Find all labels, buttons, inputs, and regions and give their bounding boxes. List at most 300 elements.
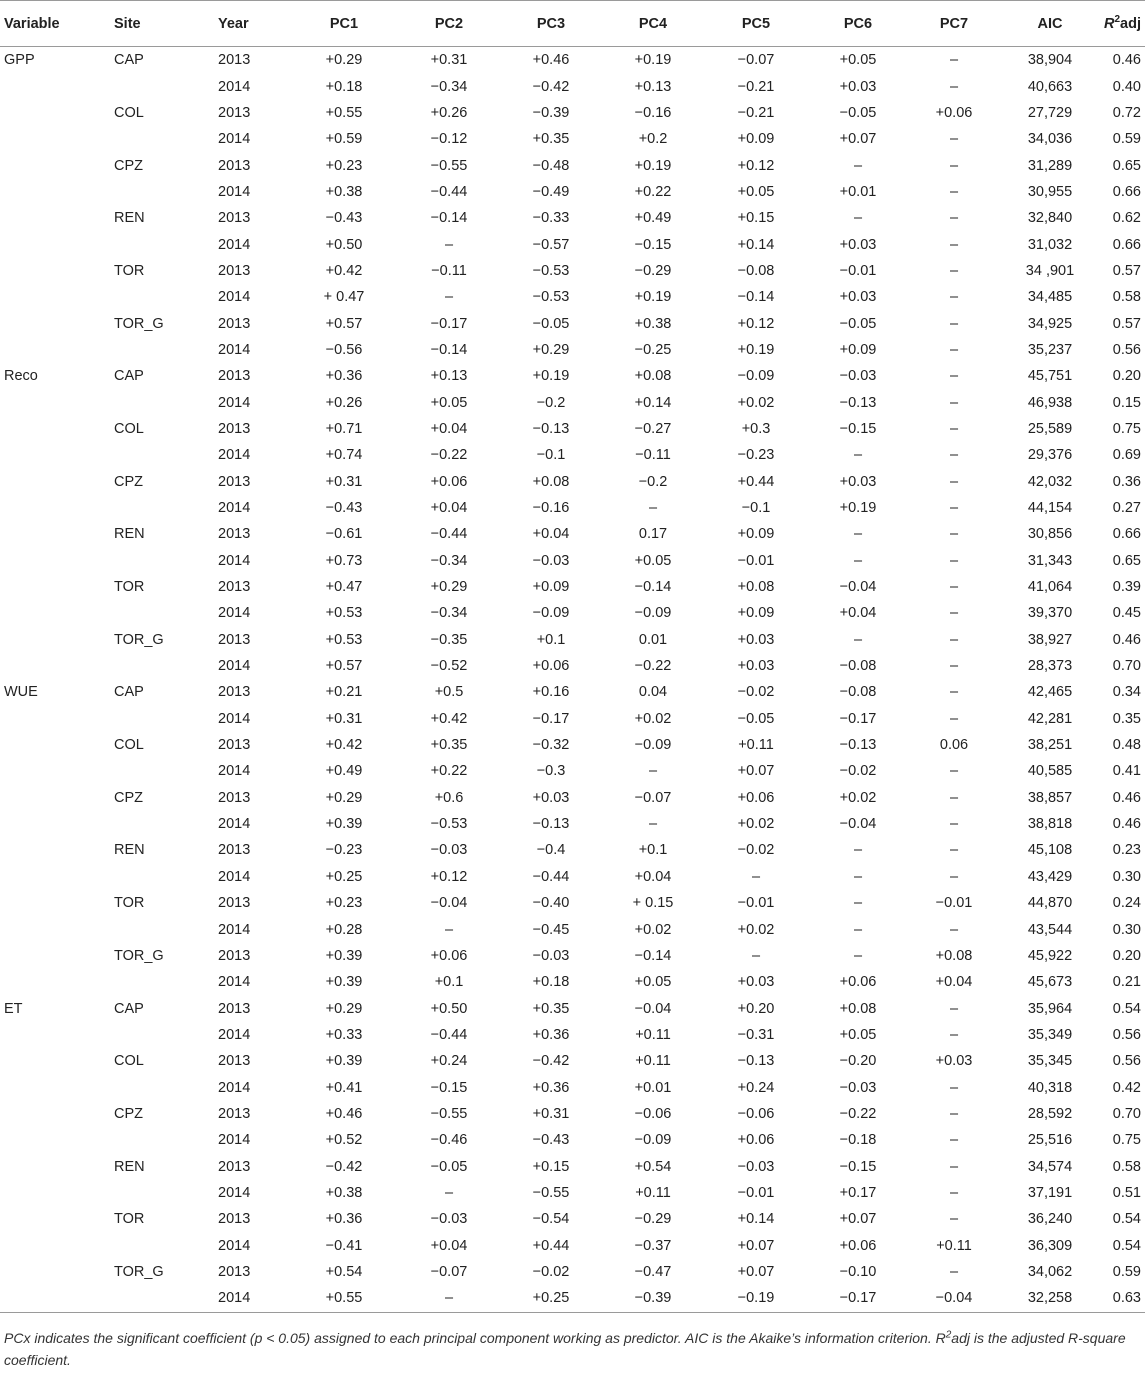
cell-variable	[0, 337, 112, 363]
cell-aic: 32,258	[1000, 1285, 1100, 1312]
cell-variable	[0, 943, 112, 969]
table-row	[0, 179, 1145, 205]
cell-r2adj: 0.75	[1112, 1132, 1141, 1149]
cell-pc6: −0.04	[839, 579, 877, 596]
cell-r2adj: 0.59	[1112, 1263, 1141, 1280]
cell-pc5: −0.09	[737, 368, 775, 385]
cell-site	[112, 284, 216, 310]
cell-pc1: +0.39	[325, 1053, 363, 1070]
cell-variable	[0, 706, 112, 732]
table-row	[0, 627, 1145, 653]
cell-r2adj: 0.56	[1112, 341, 1141, 358]
header-site: Site	[112, 1, 216, 47]
cell-pc2: −0.55	[430, 157, 468, 174]
table-row	[0, 1285, 1145, 1312]
cell-pc7: +0.03	[935, 1053, 973, 1070]
cell-pc3: −0.02	[532, 1263, 570, 1280]
cell-pc7: –	[949, 1105, 959, 1122]
cell-pc7: −0.04	[908, 1285, 1000, 1312]
cell-pc1: +0.18	[325, 78, 363, 95]
cell-r2adj: 0.65	[1112, 157, 1141, 174]
cell-site: TOR	[114, 895, 145, 912]
cell-pc4: −0.16	[634, 104, 672, 121]
cell-pc5: +0.3	[741, 420, 771, 437]
cell-aic: 40,318	[1027, 1079, 1073, 1096]
cell-pc5: −0.01	[737, 1184, 775, 1201]
table-row	[0, 574, 1145, 600]
cell-variable	[0, 1259, 112, 1285]
cell-pc6: −0.10	[839, 1263, 877, 1280]
cell-pc7: –	[949, 420, 959, 437]
cell-pc7: +0.06	[935, 104, 973, 121]
table-row	[0, 205, 1145, 231]
cell-pc3: −0.45	[532, 921, 570, 938]
cell-r2adj: 0.46	[1112, 789, 1141, 806]
cell-pc1: +0.50	[325, 236, 363, 253]
cell-pc1: +0.57	[325, 658, 363, 675]
cell-variable	[0, 864, 112, 890]
cell-aic: 38,818	[1027, 816, 1073, 833]
table-row	[0, 258, 1145, 284]
cell-pc2: +0.04	[430, 420, 468, 437]
cell-variable	[0, 969, 112, 995]
cell-pc3: +0.36	[532, 1026, 570, 1043]
cell-r2adj: 0.46	[1112, 631, 1141, 648]
header-pc1: PC1	[290, 1, 398, 47]
table-row	[0, 495, 1145, 521]
cell-aic: 30,955	[1027, 183, 1073, 200]
cell-year: 2013	[218, 157, 251, 174]
cell-aic: 28,592	[1027, 1105, 1073, 1122]
cell-r2adj: 0.66	[1112, 236, 1141, 253]
header-pc4: PC4	[602, 1, 704, 47]
cell-pc3: +0.44	[532, 1237, 570, 1254]
cell-pc1: +0.29	[325, 1000, 363, 1017]
cell-pc5: +0.14	[737, 236, 775, 253]
cell-variable	[0, 574, 112, 600]
cell-variable	[0, 258, 112, 284]
cell-pc5: −0.01	[737, 895, 775, 912]
cell-pc7: –	[949, 183, 959, 200]
cell-pc6: +0.05	[839, 1026, 877, 1043]
cell-pc4: 0.01	[638, 631, 668, 648]
cell-pc2: −0.14	[430, 341, 468, 358]
cell-pc2: −0.34	[430, 552, 468, 569]
cell-aic: 42,465	[1027, 684, 1073, 701]
cell-site	[112, 864, 216, 890]
cell-pc4: −0.04	[634, 1000, 672, 1017]
cell-pc2: +0.04	[430, 500, 468, 517]
cell-pc6: –	[853, 447, 863, 464]
cell-aic: 34,062	[1027, 1263, 1073, 1280]
cell-variable	[0, 152, 112, 178]
cell-pc3: −0.1	[536, 447, 566, 464]
table-row	[0, 864, 1145, 890]
cell-r2adj: 0.48	[1112, 737, 1141, 754]
cell-aic: 32,840	[1027, 210, 1073, 227]
table-row	[0, 600, 1145, 626]
cell-pc4: −0.09	[634, 605, 672, 622]
table-row	[0, 1074, 1145, 1100]
table-row	[0, 706, 1145, 732]
table-row	[0, 916, 1145, 942]
cell-pc1: +0.29	[325, 52, 363, 69]
cell-aic: 25,589	[1027, 420, 1073, 437]
cell-pc2: +0.22	[430, 763, 468, 780]
cell-variable	[0, 1206, 112, 1232]
cell-pc3: +0.1	[536, 631, 566, 648]
cell-pc4: +0.1	[638, 842, 668, 859]
cell-aic: 35,349	[1027, 1026, 1073, 1043]
cell-variable	[0, 1048, 112, 1074]
footnote-text-2: adj is the adjusted R-square coefficient.	[4, 1329, 1126, 1368]
cell-site: TOR_G	[114, 1263, 164, 1280]
cell-pc2: −0.22	[430, 447, 468, 464]
cell-pc5: +0.11	[738, 737, 774, 754]
table-row	[0, 995, 1145, 1021]
cell-r2adj: 0.70	[1112, 658, 1141, 675]
cell-pc4: +0.49	[634, 210, 672, 227]
table-row	[0, 1127, 1145, 1153]
cell-pc6: +0.17	[839, 1184, 877, 1201]
cell-pc6: +0.03	[839, 236, 877, 253]
cell-pc4: −0.07	[634, 789, 672, 806]
cell-site: COL	[114, 1053, 144, 1070]
cell-pc5: +0.09	[737, 131, 775, 148]
cell-year: 2013	[218, 789, 251, 806]
cell-pc1: + 0.47	[323, 289, 365, 306]
cell-aic: 27,729	[1027, 104, 1073, 121]
cell-pc7: –	[949, 605, 959, 622]
cell-pc4: +0.02	[634, 921, 672, 938]
table-row	[0, 337, 1145, 363]
cell-site	[112, 73, 216, 99]
cell-pc3: +0.03	[532, 789, 570, 806]
cell-year: 2013	[218, 104, 251, 121]
cell-aic: 42,281	[1027, 710, 1073, 727]
cell-pc7: –	[949, 447, 959, 464]
cell-site	[112, 653, 216, 679]
cell-pc7: –	[949, 1079, 959, 1096]
cell-pc5: +0.06	[737, 789, 775, 806]
cell-variable	[0, 1153, 112, 1179]
cell-pc5: +0.15	[737, 210, 775, 227]
cell-pc6: −0.05	[839, 104, 877, 121]
cell-pc5: −0.02	[737, 684, 775, 701]
cell-pc6: +0.06	[839, 974, 877, 991]
cell-pc2: −0.34	[430, 78, 468, 95]
cell-pc2: −0.44	[430, 526, 468, 543]
cell-site	[112, 1074, 216, 1100]
cell-aic: 44,154	[1027, 500, 1073, 517]
cell-pc7: –	[949, 1158, 959, 1175]
table-row	[0, 469, 1145, 495]
cell-pc3: +0.36	[532, 1079, 570, 1096]
cell-pc7: –	[949, 868, 959, 885]
cell-pc4: +0.11	[635, 1053, 671, 1070]
cell-pc7: –	[949, 1263, 959, 1280]
table-footnote	[0, 1327, 1145, 1371]
cell-aic: 41,064	[1027, 579, 1073, 596]
table-row	[0, 73, 1145, 99]
cell-site: TOR	[114, 262, 145, 279]
cell-r2adj: 0.27	[1112, 500, 1141, 517]
cell-pc3: −0.16	[532, 500, 570, 517]
cell-pc4: 0.04	[638, 684, 668, 701]
cell-site	[112, 1127, 216, 1153]
cell-pc6: −0.01	[839, 262, 877, 279]
cell-aic: 37,191	[1027, 1184, 1073, 1201]
cell-pc6: +0.07	[839, 131, 877, 148]
cell-pc7: –	[949, 1026, 959, 1043]
cell-site	[112, 548, 216, 574]
cell-pc7: –	[949, 78, 959, 95]
cell-pc1: +0.41	[325, 1079, 363, 1096]
header-row	[0, 1, 1145, 47]
cell-pc3: −0.48	[532, 157, 570, 174]
cell-pc2: +0.12	[430, 868, 468, 885]
cell-site	[112, 1232, 216, 1258]
cell-pc1: −0.43	[325, 500, 363, 517]
cell-aic: 43,429	[1027, 868, 1073, 885]
cell-pc4: −0.14	[634, 579, 672, 596]
cell-variable: Reco	[4, 368, 38, 385]
cell-pc1: +0.42	[325, 262, 363, 279]
cell-pc5: −0.21	[737, 104, 775, 121]
header-pc7: PC7	[908, 1, 1000, 47]
cell-pc1: +0.74	[325, 447, 363, 464]
cell-aic: 44,870	[1027, 895, 1073, 912]
table-row	[0, 548, 1145, 574]
cell-site: CAP	[114, 1000, 144, 1017]
cell-year: 2014	[218, 1184, 251, 1201]
cell-pc7: –	[949, 921, 959, 938]
table-body	[0, 47, 1145, 1313]
cell-variable	[0, 1127, 112, 1153]
cell-pc4: –	[648, 763, 658, 780]
cell-aic: 34,485	[1027, 289, 1073, 306]
cell-pc3: −0.49	[532, 183, 570, 200]
cell-site: REN	[114, 210, 145, 227]
cell-pc1: +0.23	[325, 895, 363, 912]
cell-pc7: –	[949, 763, 959, 780]
table-row	[0, 785, 1145, 811]
cell-pc4: +0.19	[634, 289, 672, 306]
cell-site: TOR_G	[114, 947, 164, 964]
cell-pc2: +0.35	[430, 737, 468, 754]
cell-pc1: −0.43	[325, 210, 363, 227]
cell-variable	[0, 548, 112, 574]
cell-pc2: −0.44	[430, 183, 468, 200]
cell-year: 2014	[218, 1079, 251, 1096]
cell-r2adj: 0.66	[1112, 183, 1141, 200]
cell-r2adj: 0.69	[1112, 447, 1141, 464]
cell-pc7: –	[949, 526, 959, 543]
cell-variable	[0, 179, 112, 205]
cell-pc1: +0.31	[325, 473, 363, 490]
cell-pc3: −0.33	[532, 210, 570, 227]
cell-site	[112, 495, 216, 521]
cell-site: TOR	[114, 579, 145, 596]
cell-pc4: +0.13	[634, 78, 672, 95]
cell-pc6: –	[853, 947, 863, 964]
cell-pc6: −0.17	[839, 710, 877, 727]
cell-pc4: –	[648, 500, 658, 517]
cell-r2adj: 0.24	[1112, 895, 1141, 912]
cell-year: 2013	[218, 262, 251, 279]
cell-pc6: –	[853, 921, 863, 938]
cell-site: REN	[114, 526, 145, 543]
cell-r2adj: 0.65	[1112, 552, 1141, 569]
table-row	[0, 152, 1145, 178]
cell-pc6: −0.04	[839, 816, 877, 833]
header-r2adj	[1100, 1, 1145, 47]
table-row	[0, 679, 1145, 705]
cell-site: COL	[114, 420, 144, 437]
cell-pc1: +0.21	[325, 684, 363, 701]
cell-pc1: +0.46	[325, 1105, 363, 1122]
cell-variable	[0, 1101, 112, 1127]
cell-pc3: −0.44	[532, 868, 570, 885]
table-row	[0, 1022, 1145, 1048]
cell-site: TOR	[114, 1211, 145, 1228]
cell-r2adj: 0.70	[1112, 1105, 1141, 1122]
cell-pc2: −0.53	[430, 816, 468, 833]
cell-r2adj: 0.30	[1112, 921, 1141, 938]
cell-pc3: +0.35	[532, 131, 570, 148]
cell-pc1: −0.56	[325, 341, 363, 358]
cell-r2adj: 0.39	[1112, 579, 1141, 596]
cell-site: COL	[114, 737, 144, 754]
cell-pc2: +0.24	[430, 1053, 468, 1070]
cell-pc1: +0.53	[325, 631, 363, 648]
cell-aic: 46,938	[1027, 394, 1073, 411]
cell-pc4: −0.09	[634, 1132, 672, 1149]
table-row	[0, 1048, 1145, 1074]
cell-variable	[0, 1180, 112, 1206]
cell-r2adj: 0.40	[1112, 78, 1141, 95]
cell-pc7: –	[949, 816, 959, 833]
cell-r2adj: 0.51	[1112, 1184, 1141, 1201]
cell-r2adj: 0.46	[1112, 816, 1141, 833]
cell-pc6: −0.08	[839, 658, 877, 675]
cell-aic: 35,237	[1027, 341, 1073, 358]
cell-pc3: +0.16	[532, 684, 570, 701]
cell-year: 2013	[218, 842, 251, 859]
cell-pc3: +0.18	[532, 974, 570, 991]
cell-pc2: +0.06	[430, 947, 468, 964]
cell-pc6: −0.22	[839, 1105, 877, 1122]
cell-pc7: –	[949, 1132, 959, 1149]
cell-r2adj: 0.35	[1112, 710, 1141, 727]
cell-variable	[0, 231, 112, 257]
cell-pc5: −0.08	[737, 262, 775, 279]
cell-pc4: +0.38	[634, 315, 672, 332]
cell-pc7: –	[949, 315, 959, 332]
cell-year: 2014	[218, 78, 251, 95]
cell-pc3: −0.42	[532, 1053, 570, 1070]
header-pc6: PC6	[808, 1, 908, 47]
cell-pc4: −0.29	[634, 1211, 672, 1228]
table-row	[0, 943, 1145, 969]
cell-pc3: −0.42	[532, 78, 570, 95]
cell-year: 2014	[218, 1026, 251, 1043]
header-pc5: PC5	[704, 1, 808, 47]
cell-pc5: +0.12	[737, 157, 775, 174]
cell-pc2: −0.52	[430, 658, 468, 675]
cell-variable	[0, 890, 112, 916]
cell-pc4: −0.39	[602, 1285, 704, 1312]
cell-pc3: −0.43	[532, 1132, 570, 1149]
footnote-text-1: PCx indicates the significant coefficient (p < 0.05) assigned to each principal component working as predictor. AIC is the Akaike’s information criterion. R	[4, 1329, 946, 1346]
cell-pc3: −0.2	[536, 394, 566, 411]
cell-pc3: −0.3	[536, 763, 566, 780]
cell-site: CPZ	[114, 473, 143, 490]
cell-pc3: −0.13	[532, 816, 570, 833]
cell-r2adj: 0.56	[1112, 1026, 1141, 1043]
cell-year: 2014	[218, 605, 251, 622]
cell-pc5: +0.08	[737, 579, 775, 596]
cell-pc6: +0.03	[839, 78, 877, 95]
cell-pc2: –	[444, 289, 454, 306]
cell-site	[112, 1022, 216, 1048]
cell-pc5: –	[751, 868, 761, 885]
cell-r2adj: 0.57	[1112, 262, 1141, 279]
cell-pc6: –	[853, 210, 863, 227]
cell-site: TOR_G	[114, 631, 164, 648]
cell-pc7: –	[949, 236, 959, 253]
cell-r2adj: 0.72	[1112, 104, 1141, 121]
cell-variable	[0, 73, 112, 99]
cell-aic: 36,309	[1027, 1237, 1073, 1254]
cell-variable	[0, 1074, 112, 1100]
cell-pc2: +0.50	[430, 1000, 468, 1017]
cell-variable	[0, 100, 112, 126]
cell-pc5: +0.02	[737, 394, 775, 411]
cell-pc2: −0.14	[430, 210, 468, 227]
cell-year: 2013	[218, 947, 251, 964]
cell-site	[112, 969, 216, 995]
table-row	[0, 126, 1145, 152]
table-header	[0, 1, 1145, 47]
cell-pc1: −0.42	[325, 1158, 363, 1175]
cell-pc2: +0.13	[430, 368, 468, 385]
cell-pc2: –	[398, 1285, 500, 1312]
cell-pc4: +0.05	[634, 552, 672, 569]
cell-pc5: −0.07	[737, 52, 775, 69]
cell-site: CAP	[114, 52, 144, 69]
cell-pc7: –	[949, 368, 959, 385]
footnote-sup: 2	[945, 1328, 952, 1340]
cell-pc3: −0.4	[536, 842, 566, 859]
cell-year: 2013	[218, 420, 251, 437]
cell-year: 2013	[218, 52, 251, 69]
cell-pc4: + 0.15	[632, 895, 674, 912]
cell-r2adj: 0.34	[1112, 684, 1141, 701]
cell-aic: 45,751	[1027, 368, 1073, 385]
cell-pc4: +0.19	[634, 157, 672, 174]
cell-pc3: +0.29	[532, 341, 570, 358]
cell-pc7: –	[949, 157, 959, 174]
cell-aic: 45,108	[1027, 842, 1073, 859]
cell-pc3: +0.46	[532, 52, 570, 69]
table-row	[0, 284, 1145, 310]
cell-pc1: +0.49	[325, 763, 363, 780]
cell-aic: 28,373	[1027, 658, 1073, 675]
cell-pc6: –	[853, 552, 863, 569]
table-row	[0, 1259, 1145, 1285]
cell-pc3: +0.31	[532, 1105, 570, 1122]
